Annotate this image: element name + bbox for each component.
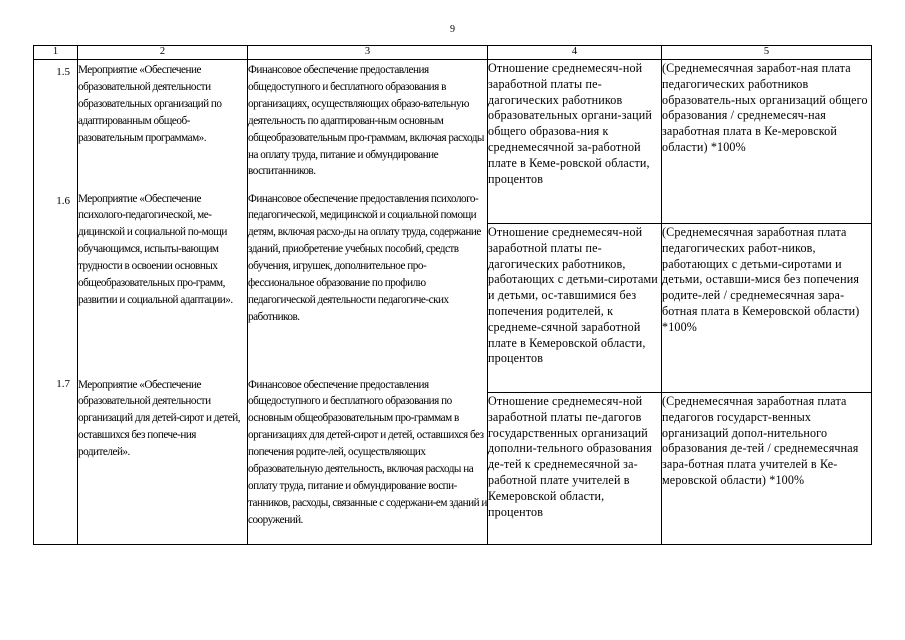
row-code-1-7 (34, 377, 78, 545)
column-header: 1 (34, 46, 78, 60)
event-cell-1-6 (78, 192, 248, 393)
indicator-cell-1-7 (488, 393, 662, 545)
formula-cell-1-7 (662, 393, 872, 545)
description-cell-1-6 (248, 192, 488, 393)
indicators-table (33, 45, 872, 545)
column-header: 2 (78, 46, 248, 60)
formula-cell-1-5 (662, 60, 872, 224)
formula-text: (Среднемесячная заработная плата педагогов государст-венных организаций допол-нительного образования де-тей / среднемесячная зара-ботная плата учителей в Ке-меровской области) *100% (662, 394, 859, 487)
description-text: Финансовое обеспечение предоставления психолого-педагогической, медицинской и социальной помощи детям, включая расхо-ды на оплату труда, содержание зданий, приобретение учебных пособий, средств обучения, игрушек, дополнительное про-фессиональное образование по профилю педагогической деятельности педагогиче-ских работников. (248, 192, 481, 323)
event-cell-1-7 (78, 378, 248, 545)
indicator-cell-1-5 (488, 60, 662, 224)
page-number: 9 (450, 24, 455, 35)
formula-cell-1-6 (662, 224, 872, 393)
indicator-text: Отношение среднемесяч-ной заработной платы пе-дагогов государственных организаций дополни-тельного образования де-тей к среднемесячной за-работной плате учителей в Кемеровской области, процентов (488, 394, 653, 519)
description-text: Финансовое обеспечение предоставления общедоступного и бесплатного образования в организациях, осуществляющих образо-вательную деятельность по адаптирован-ным основным общеобразовательным про-граммам, включая расходы на оплату труда, питание и обмундирование воспитанников. (248, 64, 484, 178)
column-header: 3 (248, 46, 488, 60)
row-code-text: 1.6 (56, 194, 70, 207)
table-row (34, 224, 872, 393)
indicator-cell-1-6 (488, 224, 662, 393)
description-cell-1-7 (248, 378, 488, 545)
event-text: Мероприятие «Обеспечение образовательной деятельности организаций для детей-сирот и детей, оставшихся без попече-ния родителей». (78, 378, 241, 459)
indicator-text: Отношение среднемесяч-ной заработной платы пе-дагогических работников, работающих с детьми-сиротами и детьми, ос-тавшимися без попечения родителей, к среднеме-сячной заработной плате в Кемеровской области, процентов (488, 225, 658, 366)
column-header: 4 (488, 46, 662, 60)
row-code-text: 1.7 (56, 377, 70, 390)
event-text: Мероприятие «Обеспечение психолого-педагогической, ме-дицинской и социальной по-мощи обучающимся, испыты-вающим трудности в освоении основных общеобразовательных про-грамм, развитии и социальной адаптации». (78, 192, 233, 306)
table-row (34, 393, 872, 545)
table-header-row (34, 46, 872, 60)
description-text: Финансовое обеспечение предоставления общедоступного и бесплатного образования по основным общеобразовательным про-граммам в организациях для детей-сирот и детей, оставшихся без попечения родите-лей, осуществляющих образовательную деятельность, включая расходы на оплату труда, питание и обмундирование воспи-танников, расходы, связанные с содержани-ем зданий и сооружений. (248, 378, 487, 526)
indicator-text: Отношение среднемесяч-ной заработной платы пе-дагогических работников образовательных органи-заций общего образова-ния к среднемесячной за-работной плате в Кеме-ровской области, процентов (488, 61, 652, 186)
column-header: 5 (662, 46, 872, 60)
formula-text: (Среднемесячная заработная плата педагогических работ-ников, работающих с детьми-сиротами и детьми, оставши-мися без попечения родите-лей / среднемесячная зара-ботная плата в Кемеровской области) *100% (662, 225, 860, 334)
event-text: Мероприятие «Обеспечение образовательной деятельности образовательных организаций по адаптированным общеоб-разовательным программам». (78, 64, 222, 144)
row-code-text: 1.5 (56, 66, 70, 78)
formula-text: (Среднемесячная заработ-ная плата педагогических работников образователь-ных организаций общего образования / среднемесяч-ная заработная плата в Ке-меровской области) *100% (662, 61, 868, 154)
row-code-1-6 (34, 194, 78, 393)
